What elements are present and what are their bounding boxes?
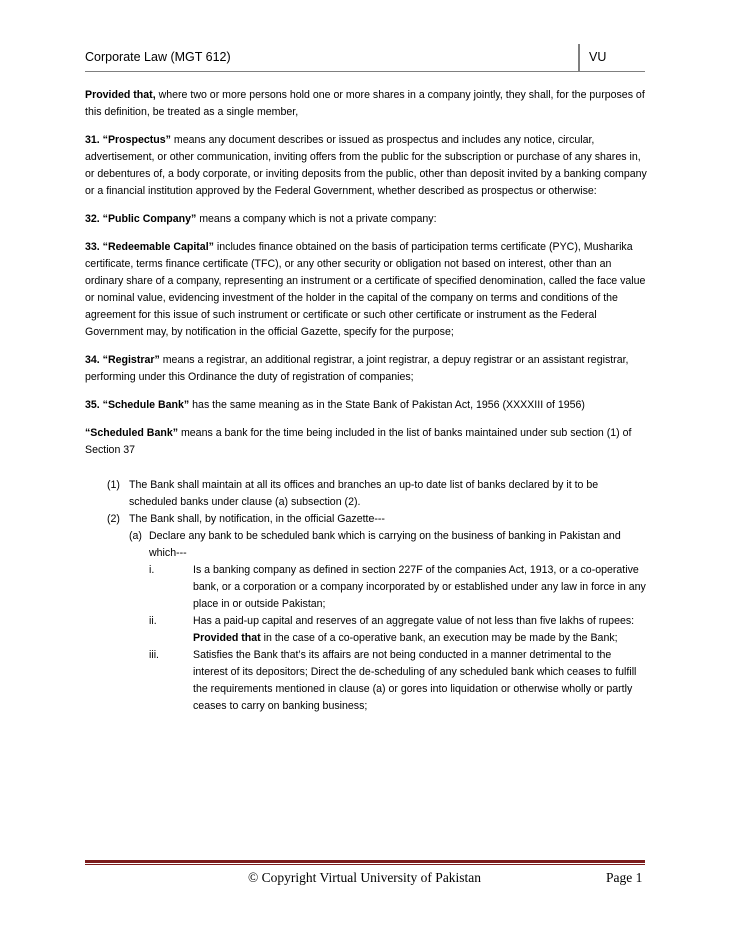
paragraph-text: includes finance obtained on the basis of participation terms certificate (PYC), Musharika certificate, terms finance certificate (TFC), or any other security or obligation not based on interest, other than an ordinary share of a company, representing an instrument or a certificate of specified denomination, called the face value or nominal value, evidencing investment of the holder in the capital of the company on terms and conditions of the agreement for this issue of such instrument or certificate or such other certificate or instrument as the Federal Government may, by notification in the official Gazette, specify for the purpose; (85, 241, 646, 338)
term-bold: 34. “Registrar” (85, 354, 160, 366)
list-roman: iii. (149, 649, 160, 661)
paragraph-scheduled-bank (85, 425, 647, 459)
term-bold: “Scheduled Bank” (85, 427, 179, 439)
list-number: (1) (107, 479, 120, 491)
list-text-block (193, 613, 647, 647)
term-bold: 31. “Prospectus” (85, 134, 171, 146)
list-text: Is a banking company as defined in section 227F of the companies Act, 1913, or a co-operative bank, or a corporation or a company incorporated by or established under any law in force in any place in or outside Pakistan; (193, 564, 646, 610)
paragraph-text: has the same meaning as in the State Bank of Pakistan Act, 1956 (XXXXIII of 1956) (189, 399, 585, 411)
list-text: The Bank shall maintain at all its offices and branches an up-to date list of banks declared by it to be scheduled banks under clause (a) subsection (2). (129, 479, 599, 508)
list-item-roman-iii (85, 647, 647, 715)
term-bold: Provided that (193, 632, 261, 644)
term-bold: 35. “Schedule Bank” (85, 399, 190, 411)
list-text: The Bank shall, by notification, in the official Gazette--- (129, 513, 385, 525)
paragraph-32-public-company (85, 211, 647, 228)
header-vu-label: VU (589, 50, 607, 64)
list-item-2 (85, 511, 647, 528)
list-text: Satisfies the Bank that’s its affairs are not being conducted in a manner detrimental to the interest of its depositors; Direct the de-scheduling of any scheduled bank which ceases to fulfill the requirements mentioned in clause (a) or gores into liquidation or otherwise wholly or partly ceases to carry on banking business; (193, 649, 637, 712)
paragraph-text: means a registrar, an additional registrar, a joint registrar, a depuy registrar or an assistant registrar, performing under this Ordinance the duty of registration of companies; (85, 354, 629, 383)
list-text: Has a paid-up capital and reserves of an aggregate value of not less than five lakhs of rupees: (193, 615, 635, 627)
paragraph-text: where two or more persons hold one or more shares in a company jointly, they shall, for the purposes of this definition, be treated as a single member, (85, 89, 645, 118)
list-item-roman-i (85, 562, 647, 613)
paragraph-31-prospectus (85, 132, 647, 200)
document-body (85, 87, 647, 715)
course-title: Corporate Law (MGT 612) (85, 50, 231, 64)
page-number: Page 1 (606, 870, 643, 885)
footer-rule-thin (85, 864, 645, 865)
list-item-2a (85, 528, 647, 562)
numbered-list (85, 477, 647, 715)
list-number: (2) (107, 513, 120, 525)
paragraph-text: means any document describes or issued as prospectus and includes any notice, circular, advertisement, or other communication, inviting offers from the public for the subscription or purchase of any shares in, or debentures of, a body corporate, or inviting deposits from the public, other than deposit invited by a banking company or a financial institution approved by the Federal Government, whether described as prospectus or otherwise: (85, 134, 647, 197)
list-roman: ii. (149, 615, 157, 627)
header-divider (578, 44, 580, 71)
paragraph-text: means a bank for the time being included in the list of banks maintained under sub section (1) of Section 37 (85, 427, 632, 456)
list-item-roman-ii (85, 613, 647, 647)
paragraph-35-schedule-bank (85, 397, 647, 414)
term-bold: Provided that, (85, 89, 156, 101)
term-bold: 33. “Redeemable Capital” (85, 241, 214, 253)
header-rule (85, 71, 645, 72)
list-item-1 (85, 477, 647, 511)
list-roman: i. (149, 564, 155, 576)
paragraph-33-redeemable-capital (85, 239, 647, 341)
page-header (85, 44, 645, 72)
term-bold: 32. “Public Company” (85, 213, 197, 225)
paragraph-text: means a company which is not a private company: (196, 213, 437, 225)
list-text: Declare any bank to be scheduled bank which is carrying on the business of banking in Pakistan and which--- (149, 530, 621, 559)
paragraph-34-registrar (85, 352, 647, 386)
paragraph-provided (85, 87, 647, 121)
footer-copyright: © Copyright Virtual University of Pakistan (248, 870, 482, 885)
list-letter: (a) (129, 530, 142, 542)
list-text: in the case of a co-operative bank, an execution may be made by the Bank; (260, 632, 618, 644)
footer-rule-thick (85, 860, 645, 863)
